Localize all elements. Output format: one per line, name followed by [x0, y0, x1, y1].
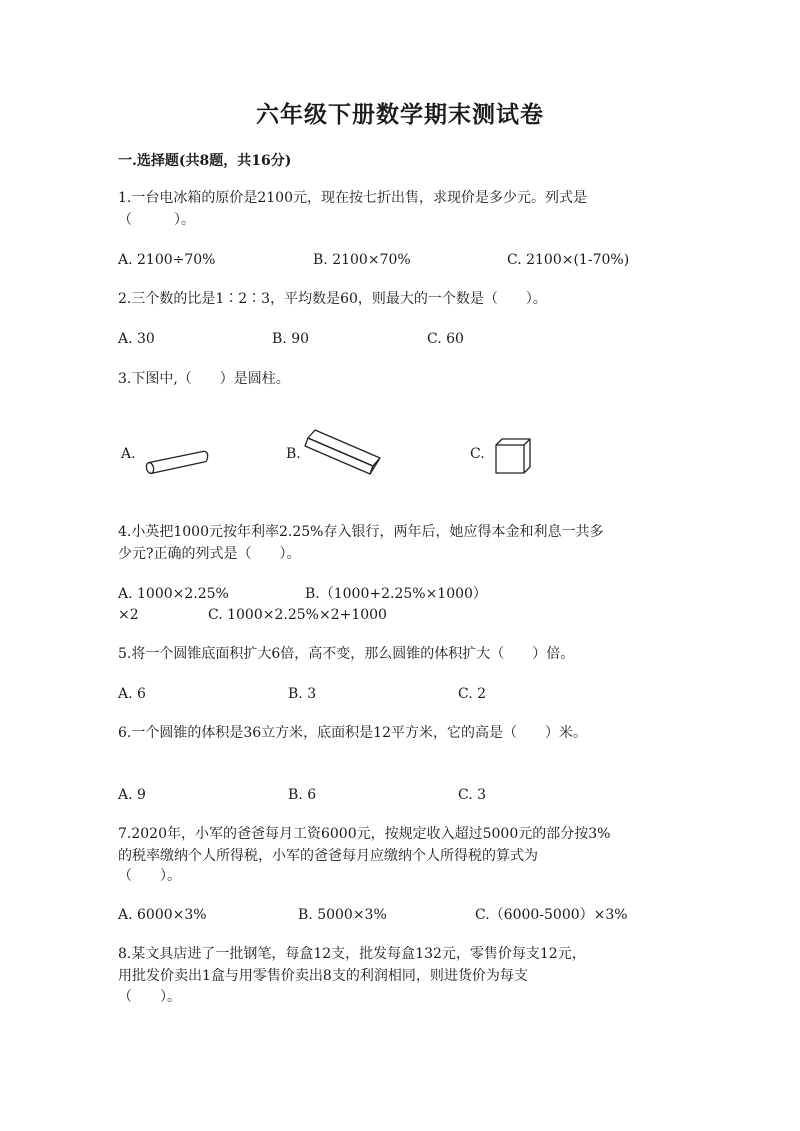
- question-6-option-a: A. 9: [118, 787, 146, 803]
- question-7-line-1: 7.2020年，小军的爸爸每月工资6000元，按规定收入超过5000元的部分按3%: [118, 826, 611, 842]
- question-6-option-b: B. 6: [288, 787, 317, 803]
- cylinder-figure: [143, 449, 211, 477]
- question-2-option-c: C. 60: [427, 331, 464, 347]
- question-2-option-a: A. 30: [118, 331, 155, 347]
- question-1-option-a: A. 2100÷70%: [118, 252, 216, 268]
- question-4-line-2: 少元?正确的列式是（ ）。: [118, 546, 301, 562]
- question-8-line-1: 8.某文具店进了一批钢笔，每盒12支，批发每盒132元，零售价每支12元，: [118, 946, 586, 962]
- question-3-option-a: A.: [121, 446, 136, 462]
- question-2-option-b: B. 90: [272, 331, 310, 347]
- question-5-option-c: C. 2: [458, 686, 487, 702]
- question-5-option-a: A. 6: [118, 686, 146, 702]
- prism-figure: [303, 428, 385, 478]
- question-6-option-c: C. 3: [458, 787, 487, 803]
- question-7-line-3: （ ）。: [118, 868, 181, 884]
- section-heading: 一.选择题(共8题，共16分): [118, 153, 292, 169]
- question-5-line-1: 5.将一个圆锥底面积扩大6倍，高不变，那么圆锥的体积扩大（ ）倍。: [118, 646, 575, 662]
- question-1-option-b: B. 2100×70%: [313, 252, 411, 268]
- question-4-option-b: B.（1000+2.25%×1000）: [305, 586, 487, 602]
- page-title: 六年级下册数学期末测试卷: [256, 101, 544, 128]
- question-1-option-c: C. 2100×(1-70%): [507, 252, 630, 268]
- question-3-option-c: C.: [470, 446, 485, 462]
- question-8-line-2: 用批发价卖出1盒与用零售价卖出8支的利润相同，则进货价为每支: [118, 968, 528, 984]
- question-4-option-a: A. 1000×2.25%: [118, 586, 229, 602]
- question-4-option-b-cont: ×2: [118, 607, 139, 623]
- cube-figure: [494, 437, 532, 475]
- question-1-line-2: （ ）。: [118, 212, 195, 228]
- question-3-line-1: 3.下图中,（ ）是圆柱。: [118, 371, 290, 387]
- question-7-line-2: 的税率缴纳个人所得税，小军的爸爸每月应缴纳个人所得税的算式为: [118, 848, 538, 864]
- question-1-line-1: 1.一台电冰箱的原价是2100元，现在按七折出售，求现价是多少元。列式是: [118, 190, 587, 206]
- question-3-option-b: B.: [286, 446, 301, 462]
- question-7-option-b: B. 5000×3%: [298, 907, 387, 923]
- question-5-option-b: B. 3: [288, 686, 317, 702]
- question-7-option-c: C.（6000-5000）×3%: [475, 907, 628, 923]
- question-2-line-1: 2.三个数的比是1∶2∶3，平均数是60，则最大的一个数是（ ）。: [118, 291, 547, 307]
- question-8-line-3: （ ）。: [118, 989, 181, 1005]
- question-6-line-1: 6.一个圆锥的体积是36立方米，底面积是12平方米，它的高是（ ）米。: [118, 725, 587, 741]
- question-4-line-1: 4.小英把1000元按年利率2.25%存入银行，两年后，她应得本金和利息一共多: [118, 524, 604, 540]
- question-4-option-c: C. 1000×2.25%×2+1000: [208, 607, 387, 623]
- question-7-option-a: A. 6000×3%: [118, 907, 207, 923]
